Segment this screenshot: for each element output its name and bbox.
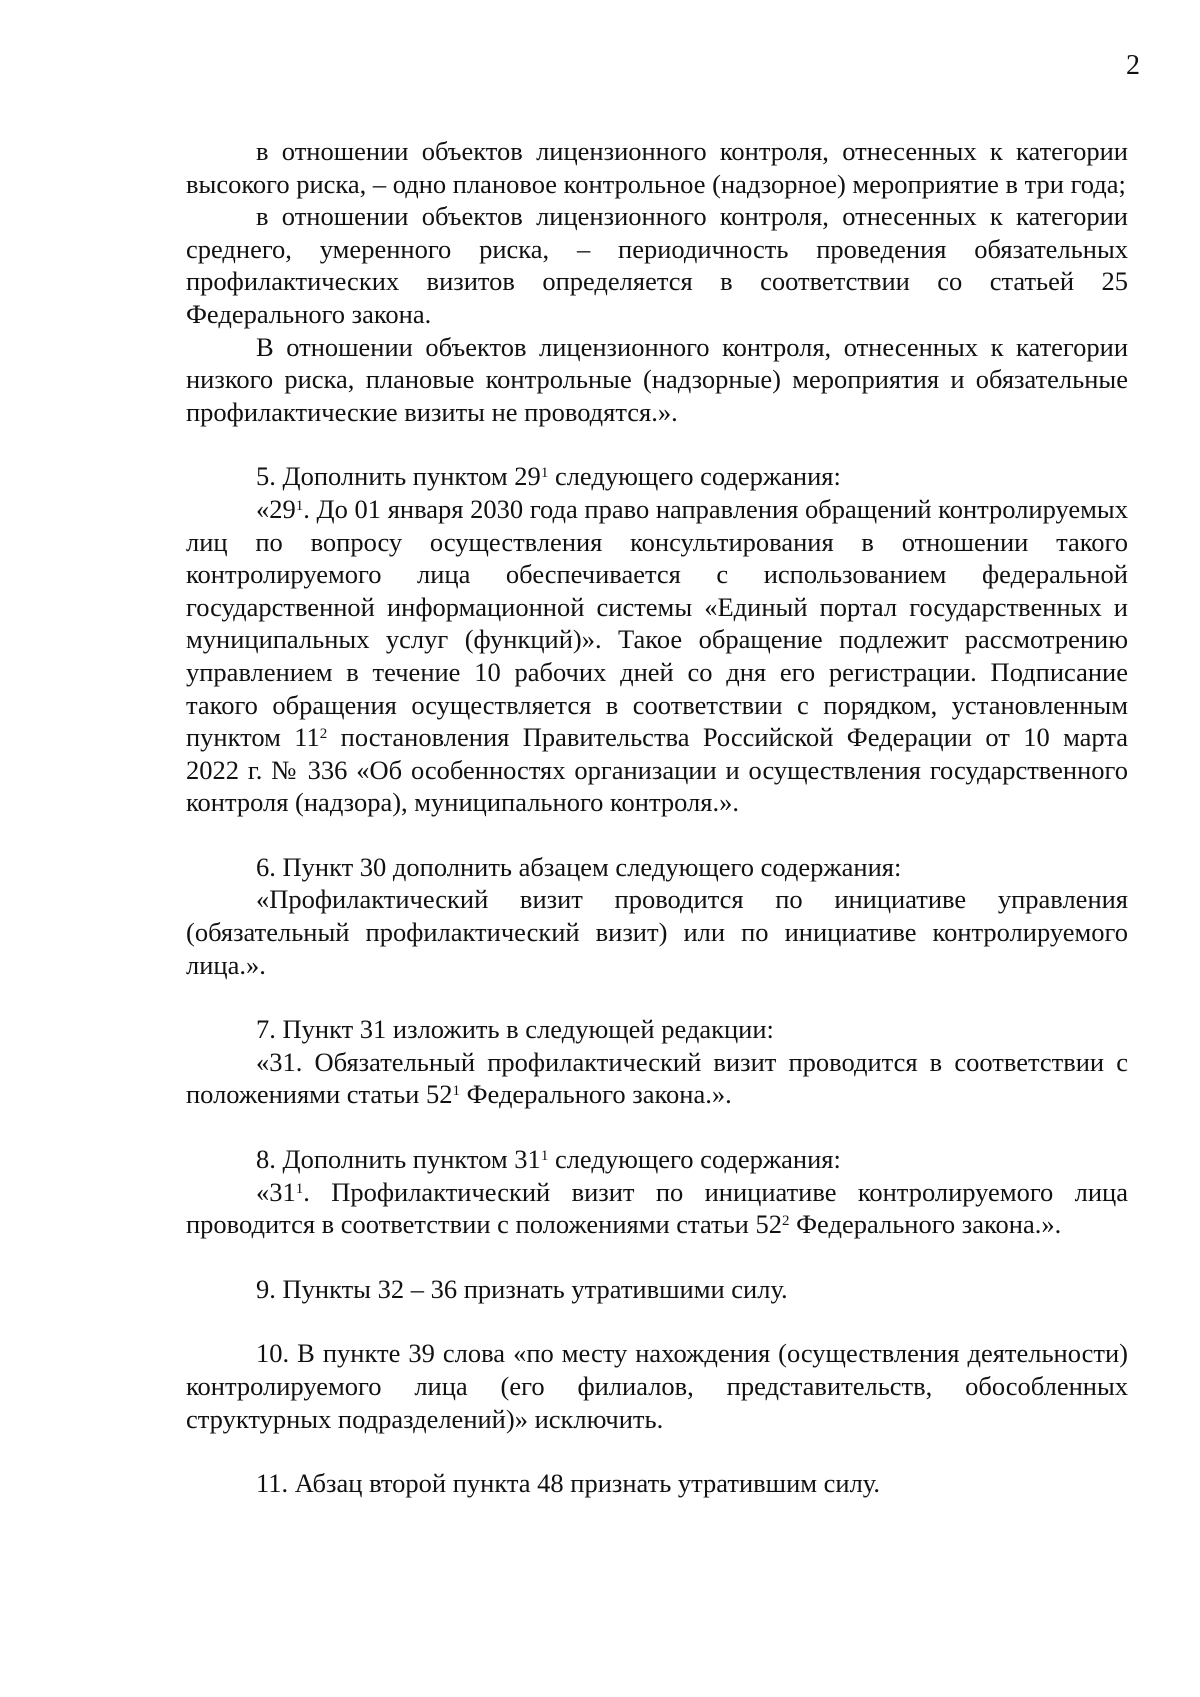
- item-11: 11. Абзац второй пункта 48 признать утратившим силу.: [256, 1468, 881, 1499]
- item-6-text: «Профилактический визит проводится по инициативе управления (обязательный профилактический визит) или по инициативе контролируемого лица.».: [186, 884, 1128, 980]
- item-5-heading: 5. Дополнить пунктом $29^1$ следующего содержания:: [256, 461, 841, 492]
- item-9: 9. Пункты 32 – 36 признать утратившими силу.: [256, 1273, 788, 1304]
- item-6-heading: 6. Пункт 30 дополнить абзацем следующего содержания:: [256, 851, 902, 882]
- item-7-heading: 7. Пункт 31 изложить в следующей редакции:: [256, 1014, 774, 1045]
- document-body: [186, 135, 1128, 1500]
- item-29-1-text: «$29^1$. До 01 января 2030 года право направления обращений контролируемых лиц по вопросу осуществления консультирования в отношении такого контролируемого лица обеспечивается с использованием федеральной государственной информационной системы «Единый портал государственных и муниципальных услуг (функций)». Такое обращение подлежит рассмотрению управлением в течение 10 рабочих дней со дня его регистрации. Подписание такого обращения осуществляется в соответствии с порядком, установленным пунктом $11^2$ постановления Правительства Российской Федерации от 10 марта 2022 г. № 336 «Об особенностях организации и осуществления государственного контроля (надзора), муниципального контроля.».: [186, 493, 1128, 818]
- item-10: 10. В пункте 39 слова «по месту нахождения (осуществления деятельности) контролируемого лица (его филиалов, представительств, обособленных структурных подразделений)» исключить.: [186, 1338, 1128, 1434]
- page-number: 2: [1126, 50, 1140, 81]
- item-7-text: «31. Обязательный профилактический визит проводится в соответствии с положениями статьи $52^1$ Федерального закона.».: [186, 1046, 1128, 1110]
- item-8-heading: 8. Дополнить пунктом $31^1$ следующего содержания:: [256, 1144, 841, 1175]
- paragraph-medium-risk: в отношении объектов лицензионного контроля, отнесенных к категории среднего, умеренного риска, – периодичность проведения обязательных профилактических визитов определяется в соответствии со статьей 25 Федерального закона.: [186, 201, 1128, 329]
- item-31-1-text: «$31^1$. Профилактический визит по инициативе контролируемого лица проводится в соответствии с положениями статьи $52^2$ Федерального закона.».: [186, 1176, 1128, 1240]
- paragraph-high-risk: в отношении объектов лицензионного контроля, отнесенных к категории высокого риска, – одно плановое контрольное (надзорное) мероприятие в три года;: [186, 136, 1128, 199]
- paragraph-low-risk: В отношении объектов лицензионного контроля, отнесенных к категории низкого риска, плановые контрольные (надзорные) мероприятия и обязательные профилактические визиты не проводятся.».: [186, 331, 1128, 427]
